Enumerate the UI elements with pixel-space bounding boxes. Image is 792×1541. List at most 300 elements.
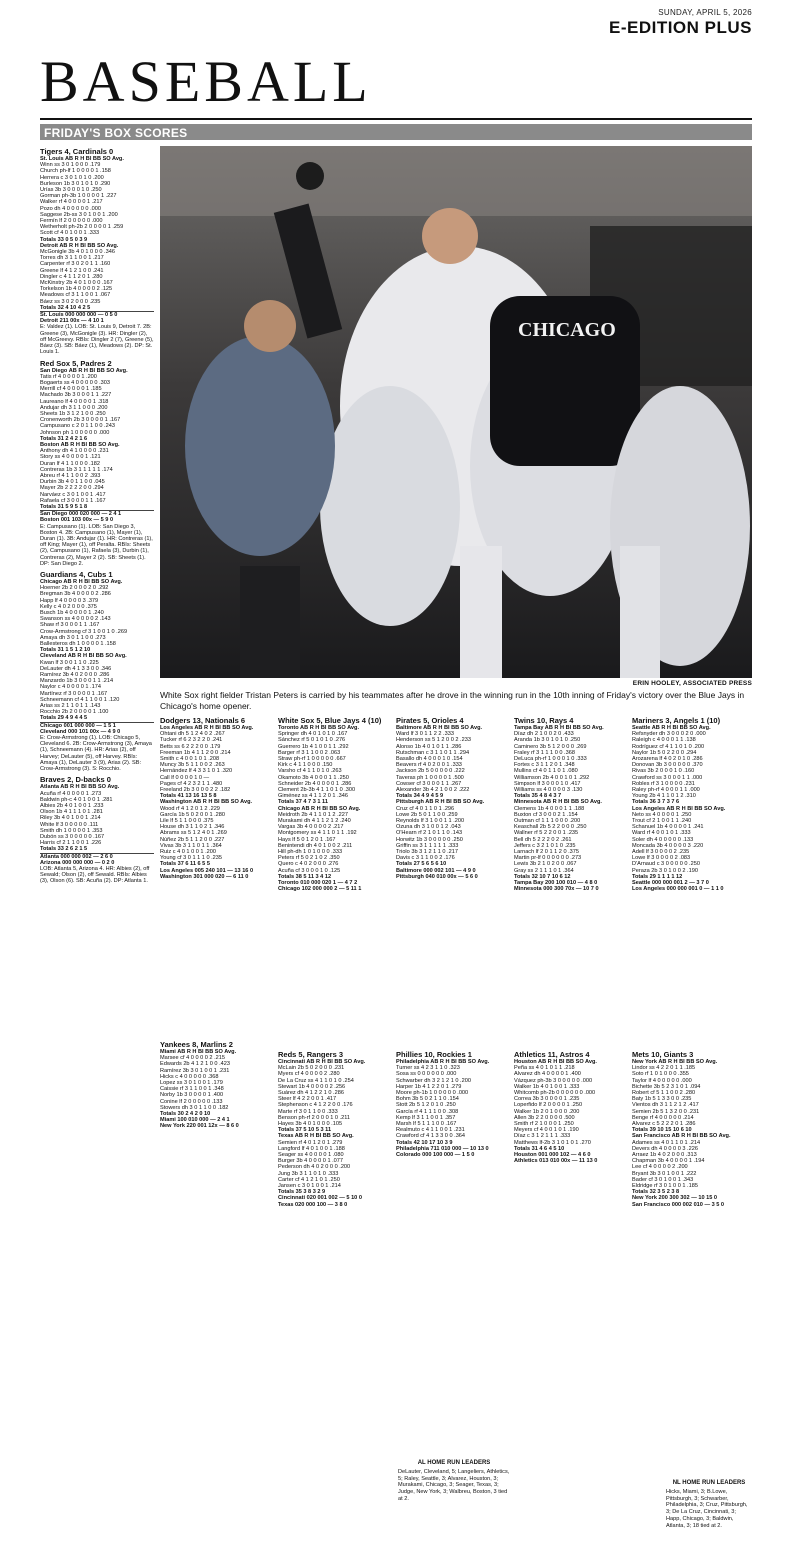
stat-row: O'Hearn rf 2 1 0 1 1 0 .143 bbox=[396, 830, 463, 837]
stat-row: Freeland 2b 3 0 0 0 2 2 .182 bbox=[160, 787, 231, 794]
news-photo bbox=[160, 146, 752, 678]
stat-row: Lee cf 4 0 0 0 0 2 .200 bbox=[632, 1164, 688, 1171]
linescore-row: Colorado 000 100 000 — 1 5 0 bbox=[396, 1152, 475, 1159]
page-header bbox=[40, 6, 752, 46]
stat-row: Abreu rf 4 1 1 0 0 2 .393 bbox=[40, 472, 101, 479]
stat-row: Díaz dh 2 1 0 0 2 0 .433 bbox=[514, 731, 574, 738]
stat-row: Walker rf 4 0 0 0 0 1 .217 bbox=[40, 199, 103, 206]
stat-row: Toronto AB R H BI BB SO Avg. bbox=[278, 725, 359, 731]
stat-row: McKinstry 2b 4 0 1 0 0 0 .167 bbox=[40, 280, 113, 287]
stat-row: Totals 32 10 7 10 6 12 bbox=[514, 873, 571, 880]
stat-row: Larnach lf 2 0 1 1 2 0 .375 bbox=[514, 849, 579, 856]
stat-row: Eldridge rf 3 0 1 0 0 1 .185 bbox=[632, 1183, 698, 1190]
stat-row: Conine lf 2 0 0 0 0 0 .133 bbox=[160, 1098, 223, 1105]
linescore-row: Detroit 211 00x — 4 10 1 bbox=[40, 318, 104, 325]
stat-row: Walker 1b 4 0 1 0 0 1 .333 bbox=[514, 1083, 580, 1090]
stat-row: Lile lf 5 1 1 0 0 0 .375 bbox=[160, 818, 214, 825]
stat-row: Seager ss 4 0 0 0 0 1 .080 bbox=[278, 1152, 344, 1159]
stat-row: Texas AB R H BI BB SO Avg. bbox=[278, 1133, 354, 1140]
stat-row: Trout cf 2 1 0 0 1 1 .240 bbox=[632, 818, 692, 825]
game-notes: E: Crow-Armstrong (1). LOB: Chicago 5, Cleveland 6. 2B: Crow-Armstrong (3), Amaya (1), Schneemann (4). HR: Arias (2), off Harvey; DeLauter (5), off Harvey. RBIs: Amaya (1), DeLauter 3 (9), Arias (2). SB: Crow-Armstrong (3). S: Rocchio. bbox=[40, 735, 152, 773]
stat-row: Totals 37 5 10 5 3 11 bbox=[278, 1127, 332, 1134]
stat-row: Totals 37 4 7 3 1 11 bbox=[278, 799, 328, 806]
jersey-text: CHICAGO bbox=[518, 319, 616, 341]
stat-row: Chicago AB R H BI BB SO Avg. bbox=[40, 579, 123, 585]
stat-row: Herrera c 3 0 1 0 1 0 .200 bbox=[40, 174, 104, 181]
linescore-row: Houston 001 000 102 — 4 6 0 bbox=[514, 1152, 591, 1159]
stat-row: Marte rf 3 0 1 1 0 0 .333 bbox=[278, 1108, 338, 1115]
stat-row: Scott cf 4 0 1 0 0 1 .333 bbox=[40, 230, 100, 237]
stat-row: Pederson dh 4 0 2 0 0 0 .200 bbox=[278, 1164, 351, 1171]
stat-row: Saggese 2b-ss 3 0 1 0 0 1 .200 bbox=[40, 211, 118, 218]
stat-row: D'Arnaud c 3 0 0 0 0 0 .250 bbox=[632, 861, 700, 868]
stat-row: Stott 2b 5 1 2 0 1 0 .250 bbox=[396, 1102, 456, 1109]
stat-row: Donovan 3b 3 0 0 0 0 0 .370 bbox=[632, 762, 703, 769]
nl-leaders-text: Hicks, Miami, 3; B.Lowe, Pittsburgh, 3; Schwarber, Philadelphia, 3; Cruz, Pittsburgh, 3; De La Cruz, Cincinnati, 3; Happ, Chicago, 3; Baldwin, Atlanta, 3; 18 tied at 2. bbox=[666, 1488, 748, 1529]
stat-row: Totals 31 5 9 5 1 8 bbox=[40, 503, 88, 510]
stat-row: Varsho cf 4 1 1 0 1 0 .263 bbox=[278, 768, 342, 775]
linescore-row: Los Angeles 000 000 001 0 — 1 1 0 bbox=[632, 886, 724, 893]
box-score bbox=[278, 716, 392, 1046]
stat-row: Ozuna dh 3 1 0 0 1 2 .043 bbox=[396, 824, 461, 831]
stat-row: Alvarez dh 4 0 0 0 0 1 .400 bbox=[514, 1071, 581, 1078]
stat-row: Carpenter rf 3 0 2 0 1 1 .160 bbox=[40, 261, 111, 268]
stat-row: Totals 30 2 4 2 0 10 bbox=[160, 1111, 211, 1118]
stat-row: Murakami dh 4 1 1 2 1 2 .240 bbox=[278, 818, 351, 825]
stat-row: Alonso 1b 4 0 1 0 1 1 .286 bbox=[396, 743, 462, 750]
stat-row: Ohtani dh 5 1 2 4 0 2 .267 bbox=[160, 731, 225, 738]
game-title: Athletics 11, Astros 4 bbox=[514, 1050, 590, 1059]
game-title: Reds 5, Rangers 3 bbox=[278, 1050, 344, 1059]
stat-row: Moncada 3b 4 0 0 0 0 3 .220 bbox=[632, 842, 704, 849]
stat-row: Swanson ss 4 0 0 0 0 2 .143 bbox=[40, 616, 111, 623]
stat-row: Betts ss 6 2 2 2 0 0 .179 bbox=[160, 743, 221, 750]
linescore-row: Pittsburgh 040 010 00x — 5 6 0 bbox=[396, 873, 478, 880]
section-title: BASEBALL bbox=[40, 49, 372, 114]
stat-row: Ramírez 3b 4 0 2 0 0 0 .286 bbox=[40, 672, 110, 679]
stat-row: Rafaela cf 3 0 0 0 1 1 .167 bbox=[40, 497, 106, 504]
stat-row: Acuña cf 3 0 0 0 1 0 .125 bbox=[278, 867, 341, 874]
stat-row: Giménez ss 4 1 1 2 0 1 .346 bbox=[278, 793, 348, 800]
stat-row: Vargas 3b 4 0 0 0 0 2 .217 bbox=[278, 824, 344, 831]
stat-row: Moore ph-1b 1 0 0 0 0 0 .000 bbox=[396, 1090, 469, 1097]
stat-row: Los Angeles AB R H BI BB SO Avg. bbox=[632, 805, 726, 812]
stat-row: Ruiz c 4 0 1 0 0 1 .200 bbox=[160, 849, 216, 856]
stat-row: Los Angeles AB R H BI BB SO Avg. bbox=[160, 725, 254, 731]
celebration-photo bbox=[160, 146, 752, 678]
game-title: White Sox 5, Blue Jays 4 (10) bbox=[278, 716, 382, 725]
stat-row: Pittsburgh AB R H BI BB SO Avg. bbox=[396, 799, 485, 806]
stat-row: Jung 3b 3 1 1 0 1 0 .333 bbox=[278, 1170, 339, 1177]
stat-row: Díaz c 3 1 2 1 1 1 .333 bbox=[514, 1133, 571, 1140]
linescore-row: Boston 001 103 00x — 5 9 0 bbox=[40, 517, 114, 524]
stat-row: Hill ph-dh 1 0 1 0 0 0 .333 bbox=[278, 849, 343, 856]
stat-row: Meyers cf 4 0 0 1 0 1 .190 bbox=[514, 1127, 579, 1134]
stat-row: White lf 3 0 0 0 0 0 .111 bbox=[40, 821, 99, 828]
box-score bbox=[514, 1050, 628, 1250]
stat-row: Baldwin ph-c 4 0 1 0 0 1 .281 bbox=[40, 796, 113, 803]
stat-row: Myers cf 4 0 0 0 0 2 .280 bbox=[278, 1071, 340, 1078]
stat-row: Tucker rf 6 2 3 2 2 0 .241 bbox=[160, 737, 223, 744]
stat-row: Chicago AB R H BI BB SO Avg. bbox=[278, 805, 361, 812]
stat-row: Devers dh 4 0 0 0 0 3 .226 bbox=[632, 1145, 698, 1152]
stat-row: Bogaerts ss 4 0 0 0 0 0 .303 bbox=[40, 379, 110, 386]
stat-row: Tatis rf 4 0 0 0 0 1 .200 bbox=[40, 373, 97, 380]
stat-row: Burger 3b 4 0 0 0 0 1 .077 bbox=[278, 1158, 343, 1165]
left-box-scores-column bbox=[40, 144, 154, 1534]
stat-row: Arias ss 2 1 1 0 1 1 .143 bbox=[40, 703, 101, 710]
stat-row: Ramírez 3b 3 0 1 0 0 1 .231 bbox=[160, 1067, 230, 1074]
stat-row: Sosa ss 0 0 0 0 0 0 .000 bbox=[396, 1071, 457, 1078]
section-bar bbox=[40, 124, 752, 140]
stat-row: Taveras ph 1 0 0 0 0 1 .500 bbox=[396, 774, 464, 781]
stat-row: Story ss 4 0 0 0 0 1 .121 bbox=[40, 454, 101, 461]
stat-row: Rutschman c 3 1 1 0 1 1 .294 bbox=[396, 749, 470, 756]
stat-row: Totals 32 4 10 4 2 5 bbox=[40, 304, 91, 311]
stat-row: Whitcomb ph-2b 0 0 0 0 0 0 .000 bbox=[514, 1090, 596, 1097]
stat-row: Keaschall 2b 5 2 2 0 0 0 .250 bbox=[514, 824, 587, 831]
stat-row: Crawford cf 4 1 3 3 0 0 .364 bbox=[396, 1133, 466, 1140]
stat-row: Alexander 3b 4 2 1 0 0 2 .222 bbox=[396, 787, 470, 794]
stat-row: Fortes c 3 1 1 2 0 1 .348 bbox=[514, 762, 575, 769]
stat-row: Cronenworth 2b 3 0 0 0 0 1 .167 bbox=[40, 417, 121, 424]
stat-row: Duran lf 4 1 1 0 0 0 .182 bbox=[40, 460, 101, 467]
stat-row: Benge rf 4 0 0 0 0 0 .214 bbox=[632, 1114, 694, 1121]
stat-row: New York AB R H BI BB SO Avg. bbox=[632, 1059, 718, 1065]
stat-row: Peters rf 5 0 2 1 0 2 .350 bbox=[278, 855, 340, 862]
stat-row: Schanuel 1b 4 0 0 0 0 1 .241 bbox=[632, 824, 704, 831]
game-title: Guardians 4, Cubs 1 bbox=[40, 570, 113, 579]
stat-row: Totals 35 4 8 4 3 7 bbox=[514, 793, 562, 800]
stat-row: Rivas 3b 2 0 0 0 1 0 .160 bbox=[632, 768, 695, 775]
stat-row: Kelly c 4 0 2 0 0 0 .375 bbox=[40, 603, 97, 610]
linescore-row: Tampa Bay 200 100 010 — 4 8 0 bbox=[514, 880, 598, 887]
stat-row: Muncy 3b 5 1 1 0 0 2 .263 bbox=[160, 762, 225, 769]
linescore-row: Athletics 013 010 00x — 11 13 0 bbox=[514, 1158, 598, 1165]
stat-row: Chapman 3b 4 0 0 0 0 1 .194 bbox=[632, 1158, 705, 1165]
al-leaders-text: DeLauter, Cleveland, 5; Langeliers, Athletics, 5; Raley, Seattle, 3; Alvarez, Houston, 3; Murakami, Chicago, 3; Seager, Texas, 3; Judge, New York, 3; Walbreu, Boston, 3 tied at 2. bbox=[398, 1468, 510, 1502]
stat-row: Suárez dh 4 1 2 2 1 0 .286 bbox=[278, 1090, 344, 1097]
stat-row: Montgomery ss 4 1 1 0 1 1 .192 bbox=[278, 830, 357, 837]
stat-row: Smith rf 2 1 0 0 0 1 .250 bbox=[514, 1121, 574, 1128]
stat-row: Smith dh 1 0 0 0 0 1 .353 bbox=[40, 827, 103, 834]
stat-row: Mullins cf 4 0 1 1 0 1 .080 bbox=[514, 768, 578, 775]
stat-row: Merrill cf 4 0 0 0 0 1 .185 bbox=[40, 386, 102, 393]
stat-row: Sheets 1b 3 1 2 1 0 0 .250 bbox=[40, 410, 106, 417]
stat-row: Totals 39 10 15 10 6 10 bbox=[632, 1127, 692, 1134]
stat-row: Vázquez ph-3b 3 0 0 0 0 0 .000 bbox=[514, 1077, 593, 1084]
stat-row: Crawford ss 3 0 0 0 1 1 .000 bbox=[632, 774, 703, 781]
stat-row: Kwan lf 3 0 0 1 1 0 .225 bbox=[40, 659, 99, 666]
stat-row: Benintendi dh 4 0 1 0 0 2 .211 bbox=[278, 842, 353, 849]
stat-row: Greene lf 4 1 2 1 0 0 .241 bbox=[40, 267, 104, 274]
stat-row: Clement 2b-3b 4 1 1 0 1 0 .300 bbox=[278, 787, 356, 794]
stat-row: Hayes 3b 4 0 1 0 0 0 .105 bbox=[278, 1121, 343, 1128]
stat-row: Baty 1b 5 1 3 3 0 0 .235 bbox=[632, 1096, 692, 1103]
stat-row: Matthews lf-2b 3 1 0 1 0 1 .270 bbox=[514, 1139, 591, 1146]
stat-row: Semien 2b 5 1 3 2 0 0 .231 bbox=[632, 1108, 700, 1115]
stat-row: Durbin 3b 4 0 1 1 0 0 .045 bbox=[40, 479, 105, 486]
stat-row: Naylor c 4 0 0 0 0 1 .174 bbox=[40, 684, 101, 691]
stat-row: Simpson lf 3 0 0 0 1 0 .417 bbox=[514, 780, 581, 787]
game-notes: E: Campusano (1). LOB: San Diego 3, Boston 4. 2B: Campusano (1), Mayer (1), Duran (1). 3B: Andujar (1). HR: Contreras (1), off King; Mayer (1), off Peralta. RBIs: Sheets (2), Campusano (1), Rafaela (3), Durbin (1), Contreras (2), Mayer 2 (2). SB: Sheets (1). DP: San Diego 2. bbox=[40, 523, 153, 567]
game-title: Braves 2, D-backs 0 bbox=[40, 775, 111, 785]
stat-row: Correa 3b 3 0 0 0 0 1 .235 bbox=[514, 1096, 580, 1103]
stat-row: Núñez 2b 5 1 1 2 0 0 .227 bbox=[160, 836, 225, 843]
stat-row: Carter cf 4 1 2 1 0 1 .250 bbox=[278, 1176, 340, 1183]
stat-row: Pozo dh 4 0 0 0 0 0 .000 bbox=[40, 205, 101, 212]
stat-row: Totals 35 3 8 3 2 9 bbox=[278, 1189, 326, 1196]
stat-row: Cleveland AB R H BI BB SO Avg. bbox=[40, 653, 127, 660]
stat-row: García rf 4 1 1 1 0 0 .308 bbox=[396, 1108, 459, 1115]
stat-row: Torres dh 3 1 1 0 0 1 .217 bbox=[40, 255, 104, 262]
stat-row: Kirk c 4 1 1 0 0 0 .150 bbox=[278, 762, 333, 769]
stat-row: Marsh lf 5 1 1 1 0 0 .167 bbox=[396, 1121, 457, 1128]
game-title: Tigers 4, Cardinals 0 bbox=[40, 147, 114, 156]
stat-row: Totals 31 1 5 1 2 10 bbox=[40, 647, 91, 654]
stat-row: Wetherholt ph-2b 2 0 0 0 0 1 .259 bbox=[40, 224, 124, 231]
stat-row: Lewis 3b 2 1 0 2 0 0 .067 bbox=[514, 861, 577, 868]
stat-row: St. Louis AB R H BI BB SO Avg. bbox=[40, 156, 124, 162]
stat-row: Wood rf 4 1 2 0 1 2 .229 bbox=[160, 805, 220, 812]
stat-row: Tampa Bay AB R H BI BB SO Avg. bbox=[514, 725, 604, 731]
stat-row: Minnesota AB R H BI BB SO Avg. bbox=[514, 799, 602, 806]
stat-row: Totals 37 6 11 6 5 5 bbox=[160, 861, 210, 868]
stat-row: Totals 29 1 1 1 1 12 bbox=[632, 873, 683, 880]
game-title: Yankees 8, Marlins 2 bbox=[160, 1040, 233, 1049]
stat-row: Schneemann cf 4 1 1 0 0 1 .120 bbox=[40, 696, 120, 703]
stat-row: De La Cruz ss 4 1 1 0 1 0 .254 bbox=[278, 1077, 354, 1084]
stat-row: Crow-Armstrong cf 3 1 0 0 1 0 .269 bbox=[40, 628, 128, 635]
linescore-row: Seattle 000 000 001 2 — 3 7 0 bbox=[632, 880, 709, 887]
stat-row: Bichette 3b 5 2 3 1 0 1 .094 bbox=[632, 1083, 701, 1090]
stat-row: Laureano lf 4 0 0 0 0 1 .318 bbox=[40, 398, 109, 405]
stat-row: Arozarena lf 4 0 2 0 1 0 .286 bbox=[632, 756, 703, 763]
linescore-row: Toronto 010 000 020 1 — 4 7 2 bbox=[278, 880, 358, 887]
stat-row: Langford lf 4 0 1 0 0 1 .188 bbox=[278, 1145, 345, 1152]
stat-row: Wallner rf 5 2 2 0 0 1 .235 bbox=[514, 830, 579, 837]
linescore-row: New York 220 001 12x — 8 6 0 bbox=[160, 1123, 239, 1130]
stat-row: Lopez ss 3 0 1 0 0 1 .179 bbox=[160, 1080, 223, 1087]
stat-row: Okamoto 3b 4 0 0 0 1 1 .250 bbox=[278, 774, 349, 781]
stat-row: Hays lf 5 0 1 2 0 1 .167 bbox=[278, 836, 336, 843]
stat-row: Robert cf 5 1 1 0 0 2 .280 bbox=[632, 1090, 696, 1097]
stat-row: Busch 1b 4 0 0 0 0 1 .240 bbox=[40, 610, 104, 617]
stat-row: Pages cf 4 2 3 2 1 1 .480 bbox=[160, 780, 223, 787]
stat-row: Williams ss 4 0 0 0 0 3 .130 bbox=[514, 787, 583, 794]
stat-row: Bryant 3b 3 0 1 0 0 1 .222 bbox=[632, 1170, 697, 1177]
stat-row: Baltimore AB R H BI BB SO Avg. bbox=[396, 725, 483, 731]
stat-row: Alvarez c 5 2 2 2 0 1 .286 bbox=[632, 1121, 696, 1128]
box-score bbox=[396, 1050, 510, 1260]
stat-row: Dingler c 4 1 1 2 0 1 .280 bbox=[40, 273, 103, 280]
stat-row: San Diego AB R H BI BB SO Avg. bbox=[40, 367, 128, 374]
box-score bbox=[396, 716, 510, 1046]
stat-row: Basallo dh 4 0 0 0 1 0 .154 bbox=[396, 756, 463, 763]
stat-row: DeLauter dh 4 1 3 3 0 0 .346 bbox=[40, 665, 112, 672]
linescore-row: Arizona 000 000 000 — 0 2 0 bbox=[40, 859, 115, 866]
stat-row: Totals 41 13 16 13 5 8 bbox=[160, 793, 217, 800]
stat-row: Straw ph-rf 1 0 0 0 0 0 .667 bbox=[278, 756, 346, 763]
stat-row: McLain 2b 5 0 2 0 0 0 .231 bbox=[278, 1065, 345, 1072]
box-score bbox=[160, 716, 274, 1036]
stat-row: Guerrero 1b 4 1 0 0 1 1 .292 bbox=[278, 743, 349, 750]
linescore-row: Cleveland 000 101 00x — 4 9 0 bbox=[40, 728, 121, 735]
stat-row: Meidroth 2b 4 1 1 0 1 2 .227 bbox=[278, 811, 348, 818]
stat-row: Dubón ss 3 0 0 0 0 0 .167 bbox=[40, 833, 105, 840]
stat-row: McGonigle 3b 4 0 1 0 0 0 .346 bbox=[40, 249, 115, 256]
stat-row: García 1b 5 0 2 0 0 1 .280 bbox=[160, 811, 225, 818]
stat-row: Loperfido lf 2 0 0 0 0 1 .250 bbox=[514, 1102, 583, 1109]
stat-row: Bohm 3b 5 0 2 1 1 0 .154 bbox=[396, 1096, 459, 1103]
game-title: Mariners 3, Angels 1 (10) bbox=[632, 716, 721, 725]
stat-row: Boston AB R H BI BB SO Avg. bbox=[40, 441, 120, 448]
stat-row: Totals 34 4 9 4 5 9 bbox=[396, 793, 444, 800]
box-score bbox=[278, 1050, 392, 1350]
stat-row: Henderson ss 5 1 2 0 0 2 .233 bbox=[396, 737, 471, 744]
stat-row: Caminero 3b 5 1 2 0 0 0 .269 bbox=[514, 743, 587, 750]
stat-row: Gorman ph-3b 1 0 0 0 0 1 .227 bbox=[40, 193, 117, 200]
stat-row: Mayer 2b 2 2 2 2 0 0 .294 bbox=[40, 485, 104, 492]
stat-row: Albies 2b 4 0 1 0 0 1 .233 bbox=[40, 802, 104, 809]
stat-row: Seattle AB R H BI BB SO Avg. bbox=[632, 725, 711, 731]
stat-row: Cruz cf 4 0 1 1 0 1 .296 bbox=[396, 805, 455, 812]
stat-row: Sánchez rf 5 0 1 0 1 0 .276 bbox=[278, 737, 346, 744]
stat-row: Arraez 1b 4 0 2 0 0 0 .313 bbox=[632, 1152, 697, 1159]
game-title: Pirates 5, Orioles 4 bbox=[396, 716, 464, 725]
stat-row: Ward lf 3 0 1 1 2 2 .333 bbox=[396, 731, 454, 738]
stat-row: Totals 33 0 5 0 3 9 bbox=[40, 236, 88, 243]
stat-row: Young cf 3 0 1 1 1 0 .235 bbox=[160, 855, 222, 862]
stat-row: Rodríguez cf 4 1 1 0 1 0 .200 bbox=[632, 743, 705, 750]
stat-row: Caissie rf 3 1 1 0 0 1 .348 bbox=[160, 1086, 224, 1093]
stat-row: Jeffers c 3 2 1 0 1 0 .235 bbox=[514, 842, 576, 849]
photo-caption: White Sox right fielder Tristan Peters is carried by his teammates after he drove in the winning run in the 10th inning of Friday's victory over the Blue Jays in Chicago's home opener. bbox=[160, 690, 745, 711]
nl-leaders-title: NL HOME RUN LEADERS bbox=[672, 1480, 746, 1486]
stat-row: Bell dh 5 2 2 2 0 2 .261 bbox=[514, 836, 572, 843]
stat-row: Taylor lf 4 0 0 0 0 0 .000 bbox=[632, 1077, 692, 1084]
stat-row: Olson 1b 4 1 1 1 0 1 .281 bbox=[40, 809, 103, 816]
linescore-row: Chicago 102 000 000 2 — 5 11 1 bbox=[278, 886, 362, 893]
stat-row: Manzardo 1b 3 0 0 0 1 1 .214 bbox=[40, 678, 114, 685]
stat-row: Meadows cf 3 1 1 0 0 1 .067 bbox=[40, 292, 111, 299]
stat-row: Totals 31 4 6 4 5 10 bbox=[514, 1145, 565, 1152]
linescore-row: New York 200 300 302 — 10 15 0 bbox=[632, 1195, 718, 1202]
stat-row: Fraley rf 3 1 1 1 0 0 .368 bbox=[514, 749, 575, 756]
box-score bbox=[160, 1040, 274, 1200]
game-title: Red Sox 5, Padres 2 bbox=[40, 358, 112, 368]
stat-row: Outman cf 1 1 1 0 0 0 .200 bbox=[514, 818, 581, 825]
stat-row: Jansen c 3 0 1 0 0 1 .214 bbox=[278, 1183, 341, 1190]
stat-row: Vientos dh 3 1 1 2 1 2 .417 bbox=[632, 1102, 699, 1109]
stat-row: Cincinnati AB R H BI BB SO Avg. bbox=[278, 1059, 366, 1065]
linescore-row: St. Louis 000 000 000 — 0 5 0 bbox=[40, 311, 154, 318]
stat-row: Lowe 2b 5 0 1 1 0 0 .259 bbox=[396, 811, 458, 818]
game-title: Phillies 10, Rockies 1 bbox=[396, 1050, 472, 1059]
linescore-row: San Diego 000 020 000 — 2 4 1 bbox=[40, 510, 154, 517]
stat-row: Narváez c 3 0 1 0 0 1 .417 bbox=[40, 491, 106, 498]
stat-row: Atlanta AB R H BI BB SO Avg. bbox=[40, 784, 120, 791]
stat-row: Robles rf 3 1 0 0 0 0 .231 bbox=[632, 780, 695, 787]
stat-row: Williamson 2b 4 0 0 1 0 1 .292 bbox=[514, 774, 590, 781]
stat-row: Campusano c 2 0 1 1 0 0 .243 bbox=[40, 423, 115, 430]
stat-row: Shaw rf 3 0 0 0 1 1 .167 bbox=[40, 622, 100, 629]
stat-row: Detroit AB R H BI BB SO Avg. bbox=[40, 242, 119, 249]
stat-row: Totals 42 10 17 10 3 9 bbox=[396, 1139, 453, 1146]
stat-row: Quero c 4 0 2 0 0 0 .276 bbox=[278, 861, 339, 868]
stat-row: Davis c 3 1 1 0 0 2 .176 bbox=[396, 855, 455, 862]
stat-row: Totals 33 2 6 2 1 5 bbox=[40, 846, 88, 853]
stat-row: Triolo 3b 3 1 2 1 1 0 .217 bbox=[396, 849, 458, 856]
stat-row: Horwitz 1b 3 0 0 0 0 0 .250 bbox=[396, 836, 463, 843]
stat-row: Semien rf 4 0 1 2 0 1 .279 bbox=[278, 1139, 343, 1146]
stat-row: Stewart 1b 4 0 0 0 0 2 .256 bbox=[278, 1083, 346, 1090]
stat-row: Norby 1b 3 0 0 0 0 1 .400 bbox=[160, 1092, 224, 1099]
stat-row: Abrams ss 5 1 2 4 0 1 .269 bbox=[160, 830, 227, 837]
stat-row: Washington AB R H BI BB SO Avg. bbox=[160, 799, 253, 806]
stat-row: Philadelphia AB R H BI BB SO Avg. bbox=[396, 1059, 490, 1065]
stat-row: Anthony dh 4 1 0 0 0 0 .231 bbox=[40, 448, 109, 455]
stat-row: Soler dh 4 0 0 0 0 0 .133 bbox=[632, 836, 694, 843]
stat-row: Acuña rf 4 0 0 0 0 1 .273 bbox=[40, 790, 102, 797]
stat-row: Bader cf 3 0 1 0 0 1 .343 bbox=[632, 1176, 694, 1183]
stat-row: Allen 3b 2 2 0 0 0 0 .500 bbox=[514, 1114, 575, 1121]
stat-row: Rocchio 2b 2 0 0 0 0 1 .100 bbox=[40, 709, 109, 716]
stat-row: Springer dh 4 0 1 0 1 0 .167 bbox=[278, 731, 348, 738]
stat-row: Báez ss 3 0 2 0 0 0 .235 bbox=[40, 298, 101, 305]
game-notes: LOB: Atlanta 5, Arizona 4. HR: Albies (2), off Sewald; Olson (2), off Sewald. RBIs: Albies (3), Olson (6). SB: Acuña (2). DP: Atlanta 1. bbox=[40, 865, 150, 885]
stat-row: Schwarber dh 3 2 1 2 1 0 .200 bbox=[396, 1077, 471, 1084]
stat-row: Bregman 3b 4 0 0 0 0 2 .286 bbox=[40, 591, 111, 598]
stat-row: Totals 38 5 11 3 4 12 bbox=[278, 873, 332, 880]
stat-row: Martin pr-lf 0 0 0 0 0 0 .273 bbox=[514, 855, 582, 862]
stat-row: Contreras 1b 3 1 1 1 1 1 .174 bbox=[40, 466, 113, 473]
photo-credit: ERIN HOOLEY, ASSOCIATED PRESS bbox=[632, 680, 752, 687]
stat-row: Happ lf 4 0 0 0 0 3 .379 bbox=[40, 597, 99, 604]
stat-row: Torkelson 1b 4 0 0 0 0 2 .125 bbox=[40, 286, 113, 293]
stat-row: Ward rf 4 0 0 1 0 1 .333 bbox=[632, 830, 691, 837]
linescore-row: Washington 301 000 020 — 6 11 0 bbox=[160, 873, 249, 880]
stat-row: Fermín lf 2 0 0 0 0 0 .000 bbox=[40, 218, 103, 225]
stat-row: Johnson ph 1 0 0 0 0 0 .000 bbox=[40, 429, 110, 436]
linescore-row: Cincinnati 020 001 002 — 5 10 0 bbox=[278, 1195, 362, 1202]
stat-row: Jackson 2b 5 0 0 0 0 0 .222 bbox=[396, 768, 465, 775]
stat-row: Young 2b 4 1 1 0 1 2 .310 bbox=[632, 793, 696, 800]
linescore-row: Atlanta 000 000 002 — 2 6 0 bbox=[40, 853, 154, 860]
stat-row: Raley ph-rf 4 0 0 0 1 1 .000 bbox=[632, 787, 700, 794]
game-title: Mets 10, Giants 3 bbox=[632, 1050, 694, 1059]
stat-row: Stephenson c 4 1 2 2 0 0 .176 bbox=[278, 1102, 353, 1109]
stat-row: Griffin ss 3 1 1 1 1 1 .333 bbox=[396, 842, 459, 849]
stat-row: Hicks c 4 0 0 0 0 0 .368 bbox=[160, 1073, 219, 1080]
stat-row: Houston AB R H BI BB SO Avg. bbox=[514, 1059, 597, 1065]
al-leaders bbox=[398, 1460, 510, 1503]
stat-row: Hernández lf 4 3 3 1 0 1 .320 bbox=[160, 768, 233, 775]
stat-row: Marsee cf 4 0 0 0 0 2 .215 bbox=[160, 1055, 225, 1062]
stat-row: Buxton cf 3 0 0 0 2 1 .154 bbox=[514, 811, 578, 818]
game-notes: E: Valdez (1). LOB: St. Louis 9, Detroit 7. 2B: Greene (3), McGonigle (3). HR: Dingler (2), off McGreevy. RBIs: Dingler 2 (7), Greene (5), Báez (3). SB: Báez (1), Meadows (2). DP: St. Louis 1. bbox=[40, 324, 154, 356]
game-title: Twins 10, Rays 4 bbox=[514, 716, 574, 725]
stat-row: Reynolds lf 3 1 0 0 1 1 .200 bbox=[396, 818, 465, 825]
stat-row: Peraza 2b 3 0 1 0 0 2 .190 bbox=[632, 867, 698, 874]
stat-row: Riley 3b 4 0 1 0 0 1 .214 bbox=[40, 815, 101, 822]
box-score bbox=[514, 716, 628, 1046]
stat-row: Aranda 1b 3 0 1 0 1 0 .250 bbox=[514, 737, 581, 744]
stat-row: DeLuca ph-rf 1 0 0 0 1 0 .333 bbox=[514, 756, 587, 763]
stat-row: Walker 1b 2 0 1 0 0 0 .200 bbox=[514, 1108, 580, 1115]
linescore-row: Minnesota 000 300 70x — 10 7 0 bbox=[514, 886, 599, 893]
stat-row: Cowser cf 3 0 0 0 1 1 .267 bbox=[396, 780, 462, 787]
